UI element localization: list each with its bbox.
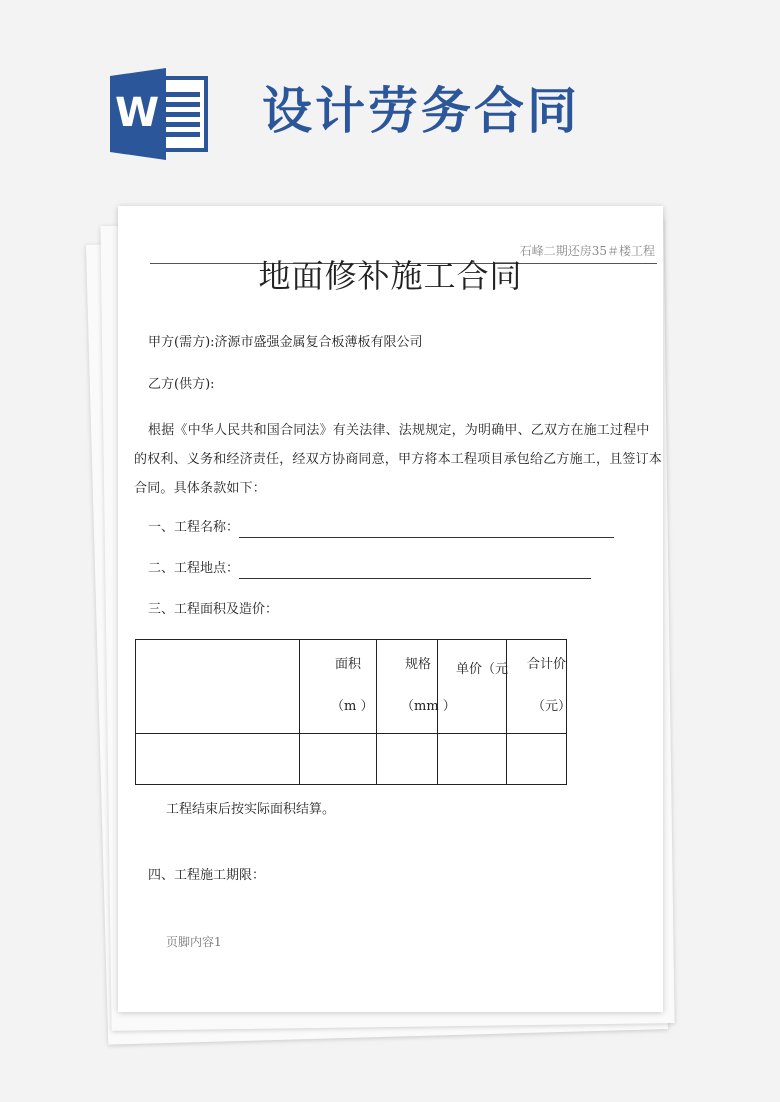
document-page (118, 206, 663, 1012)
item-construction-period: 四、工程施工期限： (148, 868, 266, 883)
total-price-unit: （元） (532, 699, 572, 714)
area-unit: （m ） (331, 699, 374, 714)
page-footer: 页脚内容1 (166, 935, 222, 949)
total-price-header: 合计价 (527, 657, 567, 672)
item-project-location (148, 559, 591, 579)
party-a-line: 甲方(需方):济源市盛强金属复合板薄板有限公司 (148, 335, 423, 350)
word-icon-letter: W (114, 90, 160, 136)
intro-paragraph: 根据《中华人民共和国合同法》有关法律、法规规定，为明确甲、乙双方在施工过程中的权利、义务和经济责任，经双方协商同意，甲方将本工程项目承包给乙方施工，且签订本合同。具体条款如下： (134, 423, 663, 496)
item-project-name-label: 一、工程名称： (148, 520, 240, 535)
unit-price-header: 单价（元 (456, 662, 509, 677)
area-header: 面积 (335, 657, 362, 672)
project-name-blank (239, 522, 614, 538)
word-icon (110, 68, 208, 160)
party-b-line: 乙方(供方): (148, 377, 215, 392)
document-title: 地面修补施工合同 (258, 257, 523, 295)
banner-title: 设计劳务合同 (262, 82, 580, 140)
item-project-name (148, 518, 614, 538)
settlement-note: 工程结束后按实际面积结算。 (166, 802, 336, 817)
page-header-text: 石峰二期还房35＃楼工程 (519, 244, 655, 258)
spec-unit: （mm ） (401, 699, 456, 714)
item-area-cost-label: 三、工程面积及造价： (148, 602, 279, 617)
area-cost-table (135, 639, 572, 785)
spec-header: 规格 (405, 657, 432, 672)
project-location-blank (239, 563, 591, 579)
item-project-location-label: 二、工程地点： (148, 561, 240, 576)
